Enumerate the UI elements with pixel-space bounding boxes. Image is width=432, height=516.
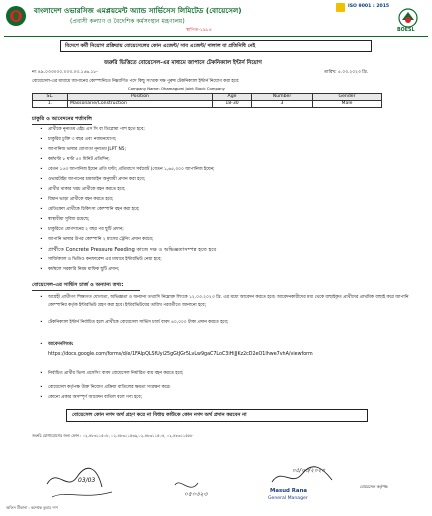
signer-title: General Manager [268, 496, 308, 501]
process-heading: বোয়েসেল-এর সার্ভিস চার্জ ও অন্যান্য তথ্য: [32, 282, 124, 288]
list-item: কোনো প্রকার অসম্পূর্ণ আবেদন বাতিল বলে গণ্য হবে; [48, 395, 143, 400]
office-caption: অফিস টিকানা : কম্প্রেক কুমার দাশ [6, 505, 58, 510]
bangladesh-logo [5, 5, 27, 27]
ministry-name: (প্রবাসী কল্যাণ ও বৈদেশিক কর্মসংস্থান মন্ত্রণালয়) [70, 18, 185, 25]
list-item: ওভারটাইম জাপানের শ্রমআইন অনুযায়ী প্রদান করা হবে; [48, 177, 146, 182]
list-item: চাকুরিতে যোগদানের ২ বছর পর ছুটি প্রদান; [48, 227, 124, 232]
list-item: বিমান ভাড়া প্রার্থীকে বহন করতে হবে; [48, 197, 114, 202]
list-item: নির্বাচিত প্রার্থীর ভিসা প্রসেসিং বাবদ বোয়েসেল নির্ধারিত ব্যয় বহন করতে হবে; [48, 371, 184, 376]
conditions-heading: চাকুরি ও আবেদনের শর্তাবলি [32, 116, 92, 122]
table-header-row [33, 94, 382, 101]
header-sl: SL. [33, 94, 68, 101]
list-item: বোয়েসেল কর্তৃপক্ষ উক্ত নিয়োগ প্রক্রিয়া বাতিলের ক্ষমতা সংরক্ষণ করে। [48, 385, 171, 390]
header-position: Position [68, 94, 213, 101]
boesl-logo [394, 8, 422, 34]
link-label: আবেদনলিংক: [48, 342, 74, 347]
list-item: জাপানি ভাষার উপর কোম্পানি ২ মাসের ট্রেনিং প্রদান করবে; [48, 237, 154, 242]
list-item: জাপানিজ ভাষার যোগ্যতা নূন্যতম JLPT N5; [48, 147, 127, 152]
warning-text: বিদেশে কর্মী নিয়োগ প্রক্রিয়ায় বোয়েসেলের কোন এজেন্ট/ সাব এজেন্ট/ দালাল বা প্রতিনিধি নেই [65, 42, 256, 49]
list-item: কর্মঘণ্টা ৮ ঘণ্টা ৫০ মিনিট প্রতিদিন; [48, 157, 110, 162]
certification-badge [336, 2, 394, 13]
reference-number: নং ৪৯.০৩৩০০০.০০৩.০৩.১৫৬.১৮- [32, 70, 98, 75]
cash-warning-text: বোয়েসেল কোন নগদ অর্থ গ্রহণ করে না বিধায় কাউকে কোন নগদ অর্থ প্রদান করবেন না [72, 412, 247, 418]
cell-number: 3 [252, 101, 313, 108]
list-item: সার্জিক্যাল ও ভিডিও কনফারেন্স এর মাধ্যমে ইন্টারভিউ নেয়া হবে; [48, 257, 162, 262]
sig-mid-date: ০৫০৩২৩ [184, 491, 208, 498]
contact-line: জরুরি যোগাযোগের জন্য ফোন : ০২-৪৮৩১১৫০৮, ০২-৪৮৩১১৫৩৯,০২-৪৮৩১১৫০৪, ০২-৪৮৩১১৫৮৮ [32, 433, 193, 438]
org-name: বাংলাদেশ ওভারসিজ এমপ্লয়মেন্ট অ্যান্ড সার্ভিসেস লিমিটেড (বোয়েসেল) [34, 6, 242, 15]
signature-mid [170, 475, 240, 503]
list-item: মেডিকেল প্রার্থীকে চিকিৎসা কোম্পানি বহন করা হবে; [48, 207, 140, 212]
list-item: কর্মস্থলে সরকারি নিয়ম মাফিক ছুটি প্রদান; [48, 267, 120, 272]
positions-table [32, 93, 382, 108]
cash-warning-banner [66, 409, 368, 422]
cell-sl: 1. [33, 101, 68, 108]
list-item: আগ্রহী প্রার্থীগণ শিক্ষাগত যোগ্যতা, অভিজ্ঞতা ও অন্যান্য তথ্যাদি নিম্নোক্ত লিংকে ১২.০৩.২০২৩ খ্রি. এর মধ্যে আবেদন করতে হবে। আবেদনকারীদের মধ্য থেকে বাছাইকৃত প্রার্থীদের প্রাথমিক বাছাই করে জাপানি কোম্পানির কর্তৃক ইন্টারভিউ গ্রহণ করা হবে। ইন্টারভিউয়ের তারিখ পরবর্তীতে জানানো হবে; [48, 295, 409, 308]
cell-position: Massonarie/Construction [68, 101, 213, 108]
boesl-label: BOESL [397, 28, 415, 33]
list-item: স্বাস্থ্যবীমা সুবিধা রয়েছে; [48, 217, 90, 222]
header-number: Number [252, 94, 313, 101]
notice-date: তারিখ: ৫.০৩.২০২৩ খ্রি. [324, 70, 369, 75]
list-item: প্রার্থীর থাকার খরচ প্রার্থীকে বহন করতে হবে; [48, 187, 126, 192]
sig-left-date: 03/03 [78, 477, 96, 484]
authority-caption: বোয়েসেল কর্তৃপক্ষ [360, 484, 388, 489]
signer-name: Masud Rana [270, 488, 308, 494]
signature-right [262, 462, 352, 512]
established-year: স্থাপিত-১৯৮৪ [186, 28, 212, 33]
signature-left [42, 462, 122, 502]
list-item: চাকুরির চুক্তি ৩ বছর এবং নবায়নযোগ্য; [48, 137, 117, 142]
intro-line: বোয়েসেল-এর মাধ্যমে জাপানের কোম্পানিতে নিম্নবর্ণিত পদে কিছু সংখ্যক দক্ষ পুরুষ টেকনিক্যাল ইন্টার্ন নিয়োগ করা হবে: [32, 79, 240, 84]
cell-age: 18-30 [213, 101, 252, 108]
iso-label: ISO 9001 : 2015 [348, 4, 390, 9]
table-row [33, 101, 382, 108]
header-gender: Gender [313, 94, 382, 101]
sig-right-date: ০৫/০৩/২০২৩ [292, 468, 325, 474]
company-name: Company Name: Ohamagumi Joint Stock Company [128, 86, 225, 91]
header-age: Age [213, 94, 252, 101]
list-item: প্রার্থীকে নূন্যতম এইচ এস সি বা ডিপ্লোমা পাশ হতে হবে; [48, 127, 145, 132]
list-item: প্রার্থীকে Concrete Pressure Feeding কাজে দক্ষ ও অভিজ্ঞতাসম্পন্ন হতে হবে [48, 247, 217, 253]
application-link[interactable]: https://docs.google.com/forms/d/e/1FAIpQLSfUyi25gGtJGr5LvLw9gaC7LoC3iHiJJKz2cD2eO1Ihwe7vhA/viewform [48, 352, 313, 357]
list-item: বেতন ১৫৩ জাপানিজ ইয়েন প্রতি ঘণ্টা; প্রতিমাসে সর্বমোট (বেতন ১,৬৫,০০০ জাপানিজ ইয়েন; [48, 167, 215, 172]
warning-banner [60, 40, 372, 52]
cell-gender: Male [313, 101, 382, 108]
list-item: টেকনিক্যাল ইন্টার্ন নির্বাচিত হলে প্রার্থীকে বোয়েসেল সার্ভিস চার্জ বাবদ ৪০,০০০ টাকা প্রদান করতে হবে; [48, 320, 229, 325]
notice-title: জরুরি ভিত্তিতে বোয়েসেল-এর মাধ্যমে জাপানে টেকনিক্যাল ইন্টার্ন নিয়োগ [104, 60, 262, 66]
